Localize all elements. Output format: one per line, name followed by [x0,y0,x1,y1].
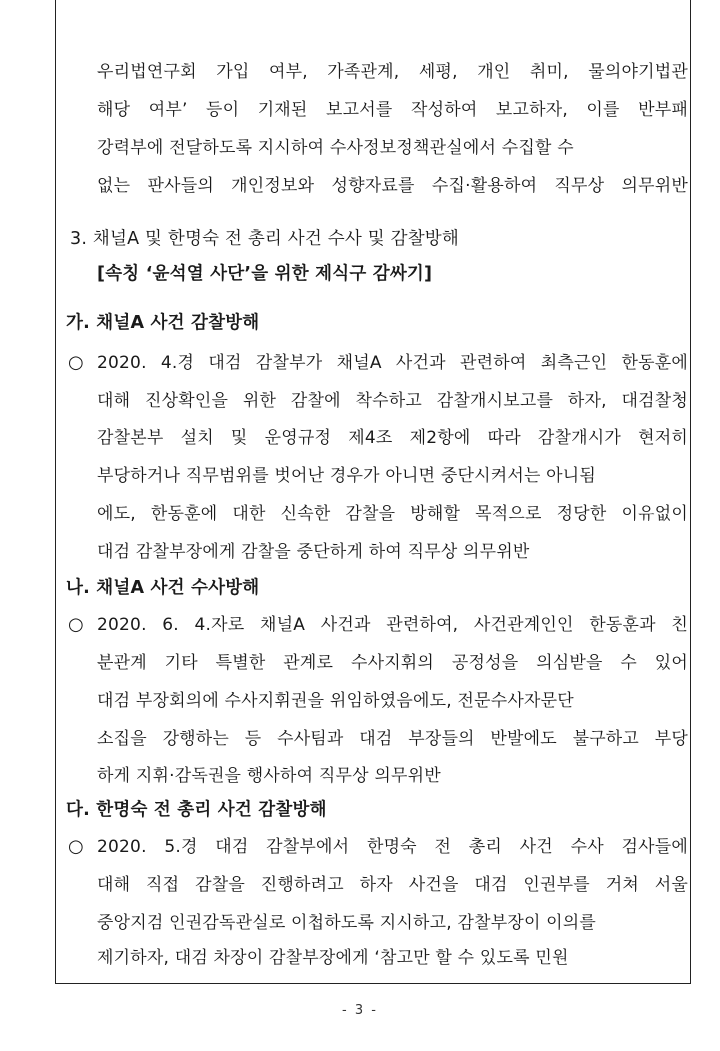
text-line: 대검 부장회의에 수사지휘권을 위임하였음에도, 전문수사자문단 [97,691,574,711]
subsection-title: 다. 한명숙 전 총리 사건 감찰방해 [66,800,327,820]
bullet-circle-icon: ○ [68,614,84,635]
text-line: 대해 진상확인을 위한 감찰에 착수하고 감찰개시보고를 하자, 대검찰청 [97,391,688,411]
page-number: - 3 - [342,1003,378,1018]
subsection-title: 가. 채널A 사건 감찰방해 [66,313,260,333]
section-subheading: [속칭 ‘윤석열 사단’을 위한 제식구 감싸기] [97,264,433,284]
section-heading: 3. 채널A 및 한명숙 전 총리 사건 수사 및 감찰방해 [70,229,460,249]
text-line: 소집을 강행하는 등 수사팀과 대검 부장들의 반발에도 불구하고 부당 [97,729,688,749]
text-line: 대검 감찰부장에게 감찰을 중단하게 하여 직무상 의무위반 [97,542,530,562]
text-line: 하게 지휘·감독권을 행사하여 직무상 의무위반 [97,766,441,786]
text-line: 2020. 6. 4.자로 채널A 사건과 관련하여, 사건관계인인 한동훈과 친 [97,615,688,635]
text-line: 제기하자, 대검 차장이 감찰부장에게 ‘참고만 할 수 있도록 민원 [97,948,569,968]
text-line: 우리법연구회 가입 여부, 가족관계, 세평, 개인 취미, 물의야기법관 [97,62,688,82]
bullet-circle-icon: ○ [68,836,84,857]
bullet-circle-icon: ○ [68,352,84,373]
text-line: 2020. 4.경 대검 감찰부가 채널A 사건과 관련하여 최측근인 한동훈에 [97,353,688,373]
text-line: 없는 판사들의 개인정보와 성향자료를 수집·활용하여 직무상 의무위반 [97,176,688,196]
text-line: 부당하거나 직무범위를 벗어난 경우가 아니면 중단시켜서는 아니됨 [97,466,597,486]
text-line: 강력부에 전달하도록 지시하여 수사정보정책관실에서 수집할 수 [97,138,574,158]
subsection-title: 나. 채널A 사건 수사방해 [66,578,260,598]
text-line: 중앙지검 인권감독관실로 이첩하도록 지시하고, 감찰부장이 이의를 [97,913,597,933]
text-line: 해당 여부’ 등이 기재된 보고서를 작성하여 보고하자, 이를 반부패 [97,100,688,120]
text-line: 에도, 한동훈에 대한 신속한 감찰을 방해할 목적으로 정당한 이유없이 [97,504,688,524]
text-line: 대해 직접 감찰을 진행하려고 하자 사건을 대검 인권부를 거쳐 서울 [97,875,688,895]
text-line: 2020. 5.경 대검 감찰부에서 한명숙 전 총리 사건 수사 검사들에 [97,837,688,857]
text-line: 감찰본부 설치 및 운영규정 제4조 제2항에 따라 감찰개시가 현저히 [97,428,688,448]
text-line: 분관계 기타 특별한 관계로 수사지휘의 공정성을 의심받을 수 있어 [97,653,688,673]
